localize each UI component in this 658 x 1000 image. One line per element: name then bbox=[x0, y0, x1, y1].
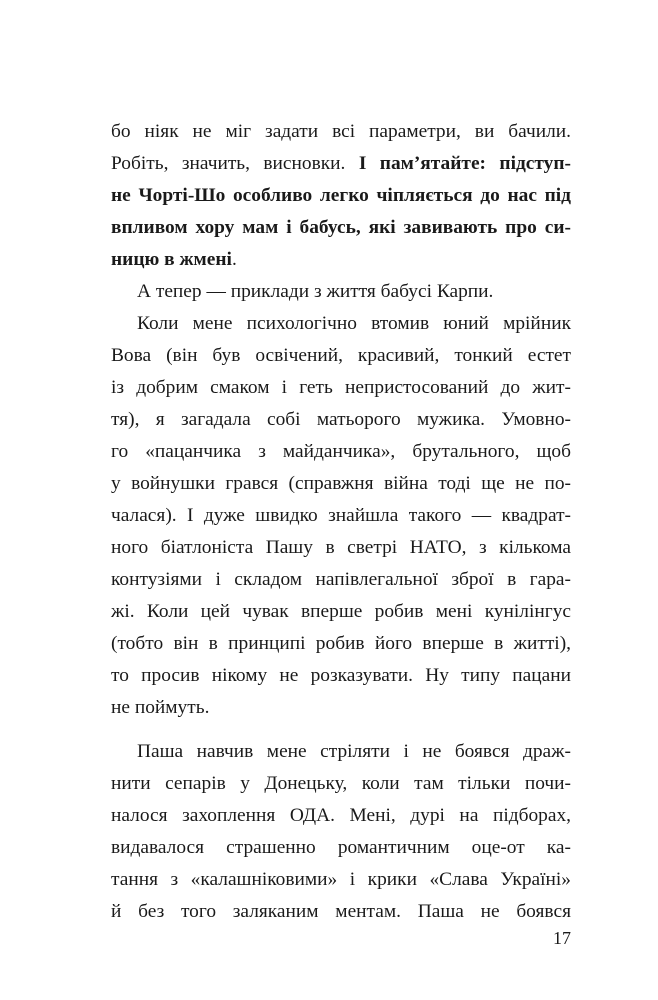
text-line bbox=[111, 180, 571, 212]
text-line: не поймуть. bbox=[111, 697, 210, 718]
text-line: го «пацанчика з майданчика», брутального, щоб bbox=[111, 441, 571, 462]
paragraph bbox=[111, 116, 571, 276]
body-text bbox=[111, 116, 571, 928]
text-line: налося захоплення ОДА. Мені, дурі на підборах, bbox=[111, 805, 571, 826]
paragraph bbox=[111, 276, 571, 308]
text-line: жі. Коли цей чувак вперше робив мені кунілінгус bbox=[111, 601, 571, 622]
text-line: ного біатлоніста Пашу в светрі НАТО, з кількома bbox=[111, 537, 571, 558]
text-line: видавалося страшенно романтичним оце-от ка- bbox=[111, 837, 571, 858]
text-line: Коли мене психологічно втомив юний мрійник bbox=[137, 313, 571, 334]
text-run: Робіть, значить, висновки. bbox=[111, 153, 359, 174]
bold-text-run: не Чорті-Шо особливо легко чіпляється до нас під bbox=[111, 185, 571, 206]
text-line bbox=[111, 212, 571, 244]
page-number: 17 bbox=[553, 928, 571, 948]
text-run: бо ніяк не міг задати всі параметри, ви бачили. bbox=[111, 121, 571, 142]
text-run: . bbox=[231, 249, 237, 270]
paragraph bbox=[111, 308, 571, 724]
text-line: у войнушки грався (справжня війна тоді ще не по- bbox=[111, 473, 571, 494]
text-line: то просив нікому не розказувати. Ну типу пацани bbox=[111, 665, 571, 686]
text-line bbox=[111, 244, 571, 276]
paragraph-spacer bbox=[111, 724, 571, 736]
bold-text-run: ницю в жмені bbox=[111, 249, 232, 270]
text-line: нити сепарів у Донецьку, коли там тільки почи- bbox=[111, 773, 571, 794]
text-line bbox=[111, 116, 571, 148]
text-line: тання з «калашніковими» і крики «Слава Україні» bbox=[111, 869, 571, 890]
text-line: й без того заляканим ментам. Паша не боявся bbox=[111, 901, 571, 922]
bold-text-run: впливом хору мам і бабусь, які завивають про си- bbox=[111, 217, 571, 238]
text-line: (тобто він в принципі робив його вперше в житті), bbox=[111, 633, 571, 654]
text-line: А тепер — приклади з життя бабусі Карпи. bbox=[137, 281, 494, 302]
text-line: із добрим смаком і геть непристосований до жит- bbox=[111, 377, 571, 398]
paragraph bbox=[111, 736, 571, 928]
text-line: чалася). І дуже швидко знайшла такого — квадрат- bbox=[111, 505, 571, 526]
bold-text-run: І пам’ятайте: підступ- bbox=[358, 153, 571, 174]
text-line: контузіями і складом напівлегальної зброї в гара- bbox=[111, 569, 571, 590]
text-line: тя), я загадала собі матьорого мужика. Умовно- bbox=[111, 409, 571, 430]
text-line: Паша навчив мене стріляти і не боявся драж- bbox=[137, 741, 571, 762]
text-line: Вова (він був освічений, красивий, тонкий естет bbox=[111, 345, 571, 366]
text-line bbox=[111, 148, 571, 180]
